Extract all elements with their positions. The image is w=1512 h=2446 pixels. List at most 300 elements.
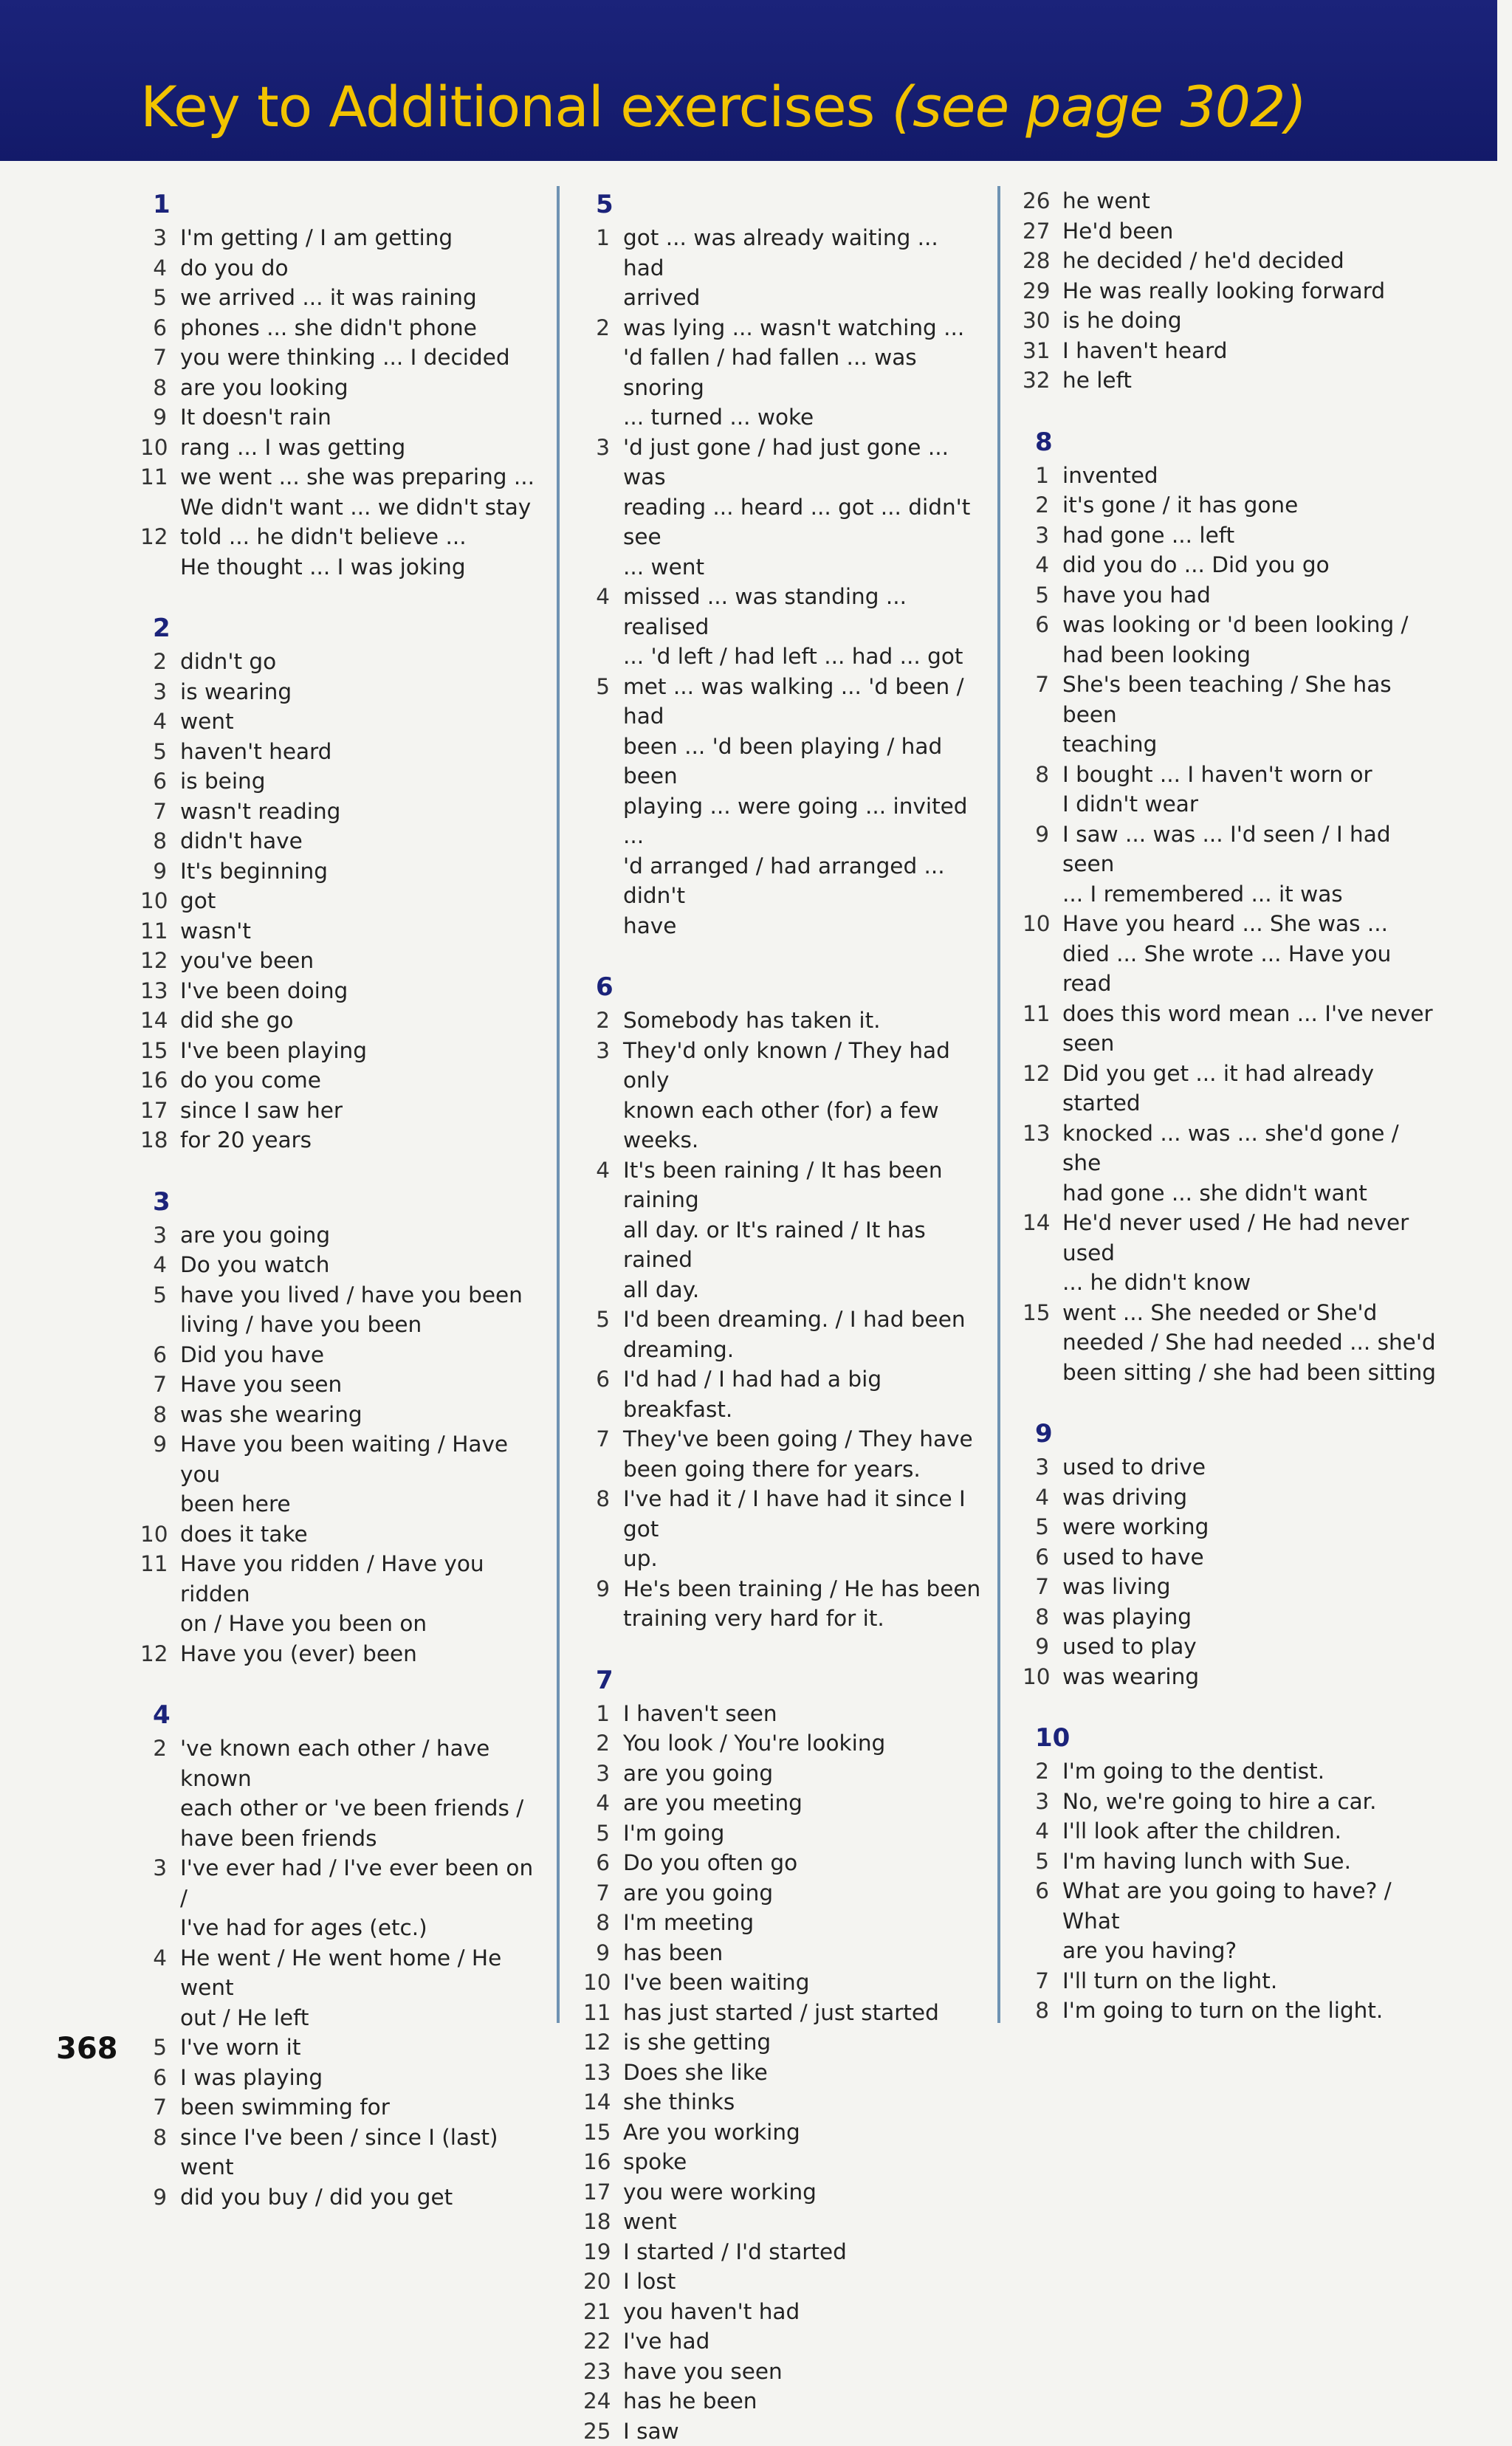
answer-item (1023, 365, 1436, 396)
answer-text (1062, 1816, 1436, 1846)
answer-line: haven't heard (180, 737, 539, 767)
answer-line: wasn't (180, 916, 539, 947)
answer-number: 11 (140, 916, 167, 947)
answer-item (583, 1305, 982, 1364)
answer-number: 2 (583, 1728, 610, 1759)
answer-line: What are you going to have? / What (1062, 1876, 1436, 1936)
answer-text (1062, 1542, 1436, 1573)
page-title (140, 74, 1306, 140)
answer-text (1062, 1208, 1436, 1298)
answer-item (140, 1370, 539, 1400)
answer-item (583, 1424, 982, 1484)
answer-text (180, 766, 539, 797)
answer-item (583, 2326, 982, 2357)
answer-item (583, 2207, 982, 2237)
answer-item (140, 826, 539, 856)
exercise-section (140, 186, 539, 582)
answer-line: we went ... she was preparing ... (180, 462, 539, 492)
answer-line: spoke (623, 2147, 982, 2177)
answer-text (623, 2117, 982, 2148)
answer-number: 3 (583, 1036, 610, 1155)
answer-line: he decided / he'd decided (1062, 246, 1436, 276)
answer-item (140, 402, 539, 433)
answer-line: ... he didn't know (1062, 1268, 1436, 1298)
answer-item (583, 1998, 982, 2028)
answer-line: dreaming. (623, 1335, 982, 1365)
answer-text (180, 1519, 539, 1550)
answer-number: 6 (140, 313, 167, 343)
answer-line: ... I remembered ... it was (1062, 879, 1436, 910)
answer-number: 14 (1023, 1208, 1049, 1298)
answer-item (583, 2416, 982, 2446)
answer-item (1023, 1512, 1436, 1542)
answer-text (1062, 1966, 1436, 1996)
answer-text (623, 2416, 982, 2446)
answer-line: invented (1062, 461, 1436, 491)
answer-number: 14 (583, 2087, 610, 2117)
answer-item (583, 2027, 982, 2058)
answer-number: 15 (1023, 1298, 1049, 1388)
answer-line: he went (1062, 186, 1436, 216)
answer-item (140, 1036, 539, 1066)
answer-number: 9 (583, 1938, 610, 1968)
answer-text (1062, 490, 1436, 521)
column-divider (997, 186, 1000, 2023)
answer-item (140, 1429, 539, 1519)
answer-line: was she wearing (180, 1400, 539, 1430)
answer-line: Have you ridden / Have you ridden (180, 1549, 539, 1609)
answer-text (180, 856, 539, 887)
answer-text (623, 1036, 982, 1155)
answer-text (1062, 1512, 1436, 1542)
answer-line: training very hard for it. (623, 1604, 982, 1634)
answer-text (180, 1639, 539, 1669)
answer-text (180, 223, 539, 253)
section-gap (1023, 396, 1436, 424)
answer-item (140, 1125, 539, 1155)
section-gap (1023, 1691, 1436, 1720)
answer-text (623, 2177, 982, 2208)
answer-line: been swimming for (180, 2092, 539, 2123)
answer-text (180, 1096, 539, 1126)
answer-number: 5 (1023, 1512, 1049, 1542)
answer-line: each other or 've been friends / (180, 1793, 539, 1824)
answer-item (1023, 580, 1436, 611)
answer-line: ... 'd left / had left ... had ... got (623, 642, 982, 672)
answer-text (623, 1574, 982, 1634)
answer-line: does this word mean ... I've never (1062, 999, 1436, 1029)
answer-number: 10 (140, 433, 167, 463)
answer-line: have you had (1062, 580, 1436, 611)
answer-item (1023, 1816, 1436, 1846)
answer-text (623, 1788, 982, 1818)
answer-number: 29 (1023, 276, 1049, 306)
answer-line: He'd been (1062, 216, 1436, 247)
answer-line: I've been playing (180, 1036, 539, 1066)
answer-line: They'd only known / They had only (623, 1036, 982, 1096)
answer-line: been here (180, 1489, 539, 1519)
answer-line: Somebody has taken it. (623, 1006, 982, 1036)
answer-line: since I saw her (180, 1096, 539, 1126)
answer-line: he left (1062, 365, 1436, 396)
section-gap (140, 1155, 539, 1184)
answer-text (623, 1728, 982, 1759)
exercise-number: 8 (1023, 424, 1436, 461)
answer-line: knocked ... was ... she'd gone / she (1062, 1119, 1436, 1178)
answer-line: I've been doing (180, 976, 539, 1006)
answer-number: 4 (140, 1943, 167, 2033)
answer-text (623, 2027, 982, 2058)
answer-number: 8 (1023, 1996, 1049, 2026)
answer-line: for 20 years (180, 1125, 539, 1155)
answer-line: rang ... I was getting (180, 433, 539, 463)
answer-item (583, 1818, 982, 1849)
answer-text (623, 1759, 982, 1789)
answer-number: 3 (140, 1853, 167, 1943)
answer-item (1023, 1298, 1436, 1388)
answer-text (623, 1968, 982, 1998)
answer-line: is she getting (623, 2027, 982, 2058)
answer-line: are you going (180, 1220, 539, 1251)
answer-item (583, 2177, 982, 2208)
answer-number: 28 (1023, 246, 1049, 276)
answer-number: 31 (1023, 336, 1049, 366)
answer-number: 3 (1023, 1452, 1049, 1483)
answer-item (583, 2058, 982, 2088)
answer-item (140, 253, 539, 284)
answer-line: playing ... were going ... invited ... (623, 791, 982, 851)
answer-line: was lying ... wasn't watching ... (623, 313, 982, 343)
answer-text (180, 522, 539, 582)
answer-text (623, 1424, 982, 1484)
answer-line: 'd arranged / had arranged ... didn't (623, 851, 982, 911)
answer-line: does it take (180, 1519, 539, 1550)
answer-item (140, 976, 539, 1006)
answer-item (583, 1699, 982, 1729)
answer-text (180, 402, 539, 433)
answer-line: I've ever had / I've ever been on / (180, 1853, 539, 1913)
answer-item (140, 766, 539, 797)
answer-number: 3 (583, 1759, 610, 1789)
answer-line: she thinks (623, 2087, 982, 2117)
exercise-number: 7 (583, 1662, 982, 1699)
answer-number: 26 (1023, 186, 1049, 216)
answer-line: I haven't seen (623, 1699, 982, 1729)
page-number: 368 (56, 2032, 118, 2066)
answer-number: 7 (1023, 1966, 1049, 1996)
answer-line: missed ... was standing ... realised (623, 582, 982, 642)
answer-line: has he been (623, 2386, 982, 2416)
answer-line: He thought ... I was joking (180, 552, 539, 583)
answer-line: went (623, 2207, 982, 2237)
answer-number: 11 (1023, 999, 1049, 1059)
answer-text (180, 462, 539, 522)
section-gap (583, 941, 982, 969)
answer-text (623, 582, 982, 672)
answer-number: 9 (140, 2182, 167, 2213)
exercise-number: 1 (140, 186, 539, 223)
answer-line: out / He left (180, 2003, 539, 2033)
answer-item (1023, 216, 1436, 247)
answer-line: you were thinking ... I decided (180, 343, 539, 373)
answer-line: was living (1062, 1572, 1436, 1602)
answer-text (623, 1998, 982, 2028)
answer-line: I was playing (180, 2063, 539, 2093)
answer-line: ... turned ... woke (623, 402, 982, 433)
answer-item (583, 1908, 982, 1938)
exercise-number: 10 (1023, 1720, 1436, 1756)
answer-number: 13 (583, 2058, 610, 2088)
answer-number: 12 (140, 946, 167, 976)
answer-item (140, 313, 539, 343)
answer-number: 8 (140, 826, 167, 856)
answer-number: 11 (140, 1549, 167, 1639)
answer-item (583, 1574, 982, 1634)
exercise-section (140, 1184, 539, 1669)
answer-item (1023, 1632, 1436, 1662)
answer-text (623, 2267, 982, 2297)
answer-line: are you meeting (623, 1788, 982, 1818)
answer-item (140, 462, 539, 522)
answer-line: Have you (ever) been (180, 1639, 539, 1669)
answer-text (1062, 760, 1436, 820)
title-main: Key to Additional exercises (140, 74, 874, 140)
answer-text (1062, 1602, 1436, 1632)
answer-text (180, 373, 539, 403)
answer-number: 7 (1023, 670, 1049, 760)
answer-number: 18 (140, 1125, 167, 1155)
answer-number: 10 (1023, 1662, 1049, 1692)
answer-number: 21 (583, 2297, 610, 2327)
answer-number: 7 (140, 2092, 167, 2123)
answer-text (180, 976, 539, 1006)
answer-item (1023, 1602, 1436, 1632)
answer-line: got (180, 886, 539, 916)
answer-text (180, 1549, 539, 1639)
answer-text (180, 2033, 539, 2063)
answer-line: been sitting / she had been sitting (1062, 1358, 1436, 1388)
answer-text (1062, 1119, 1436, 1209)
answer-number: 4 (583, 1788, 610, 1818)
answer-number: 9 (140, 1429, 167, 1519)
answer-number: 12 (140, 522, 167, 582)
answer-number: 4 (583, 582, 610, 672)
answer-item (1023, 610, 1436, 670)
exercise-section (1023, 424, 1436, 1388)
answer-number: 5 (1023, 1846, 1049, 1877)
answer-line: He'd never used / He had never used (1062, 1208, 1436, 1268)
answer-number: 4 (1023, 1483, 1049, 1513)
answer-text (623, 2386, 982, 2416)
exercise-number: 9 (1023, 1415, 1436, 1452)
answer-number: 7 (583, 1878, 610, 1909)
answer-line: I've had (623, 2326, 982, 2357)
answer-text (1062, 186, 1436, 216)
answer-number: 25 (583, 2416, 610, 2446)
answer-text (180, 677, 539, 707)
answer-item (1023, 760, 1436, 820)
answer-line: are you having? (1062, 1936, 1436, 1966)
answer-line: Did you have (180, 1340, 539, 1370)
exercise-section (1023, 1720, 1436, 2026)
answer-text (1062, 610, 1436, 670)
answer-text (180, 826, 539, 856)
answer-text (180, 253, 539, 284)
answer-text (180, 283, 539, 313)
answer-text (1062, 1298, 1436, 1388)
answer-text (180, 916, 539, 947)
answer-number: 10 (140, 1519, 167, 1550)
answer-number: 16 (583, 2147, 610, 2177)
answer-text (1062, 521, 1436, 551)
answer-line: been going there for years. (623, 1454, 982, 1485)
answer-number: 12 (583, 2027, 610, 2058)
answer-text (180, 1734, 539, 1853)
answer-text (1062, 216, 1436, 247)
answer-line: Did you get ... it had already started (1062, 1059, 1436, 1119)
answer-item (140, 1006, 539, 1036)
answer-number: 4 (1023, 1816, 1049, 1846)
answer-line: had been looking (1062, 640, 1436, 670)
answer-number: 27 (1023, 216, 1049, 247)
answer-line: I didn't wear (1062, 789, 1436, 820)
answer-line: had gone ... she didn't want (1062, 1178, 1436, 1209)
answer-line: you've been (180, 946, 539, 976)
answer-line: was playing (1062, 1602, 1436, 1632)
answer-item (1023, 461, 1436, 491)
answer-line: Does she like (623, 2058, 982, 2088)
answer-item (583, 2237, 982, 2267)
answer-number: 15 (583, 2117, 610, 2148)
answer-item (1023, 1483, 1436, 1513)
answer-number: 8 (1023, 1602, 1049, 1632)
answer-item (1023, 336, 1436, 366)
answer-line: seen (1062, 1028, 1436, 1059)
answer-number: 16 (140, 1065, 167, 1096)
answer-text (1062, 1756, 1436, 1787)
answer-line: reading ... heard ... got ... didn't see (623, 492, 982, 552)
answer-line: I saw ... was ... I'd seen / I had seen (1062, 820, 1436, 879)
answer-item (140, 373, 539, 403)
answer-text (180, 886, 539, 916)
answer-item (583, 582, 982, 672)
header-banner (0, 0, 1497, 161)
answer-line: have you seen (623, 2357, 982, 2387)
answer-line: It's been raining / It has been raining (623, 1155, 982, 1215)
answer-item (583, 1848, 982, 1878)
section-gap (1023, 1387, 1436, 1415)
title-page-reference: (see page 302) (892, 74, 1307, 140)
answer-text (1062, 580, 1436, 611)
answer-text (623, 2087, 982, 2117)
answer-item (140, 1220, 539, 1251)
answer-text (180, 1006, 539, 1036)
answer-text (180, 2092, 539, 2123)
answer-number: 15 (140, 1036, 167, 1066)
answer-item (583, 1788, 982, 1818)
answer-text (1062, 1996, 1436, 2026)
answer-line: it's gone / it has gone (1062, 490, 1436, 521)
exercise-number: 3 (140, 1184, 539, 1220)
answer-line: is wearing (180, 677, 539, 707)
answer-line: do you come (180, 1065, 539, 1096)
answer-number: 3 (140, 1220, 167, 1251)
answer-line: has just started / just started (623, 1998, 982, 2028)
answer-line: It's beginning (180, 856, 539, 887)
answer-text (1062, 1787, 1436, 1817)
answer-line: we arrived ... it was raining (180, 283, 539, 313)
answer-item (140, 1065, 539, 1096)
answer-line: up. (623, 1544, 982, 1574)
answer-item (140, 2033, 539, 2063)
answer-text (180, 946, 539, 976)
answer-item (140, 283, 539, 313)
answer-text (623, 1848, 982, 1878)
exercise-number: 6 (583, 969, 982, 1006)
answer-item (140, 223, 539, 253)
answer-text (180, 737, 539, 767)
answer-text (180, 1340, 539, 1370)
answer-line: Have you been waiting / Have you (180, 1429, 539, 1489)
answer-line: known each other (for) a few (623, 1096, 982, 1126)
answer-number: 3 (1023, 521, 1049, 551)
answer-line: was looking or 'd been looking / (1062, 610, 1436, 640)
answer-line: No, we're going to hire a car. (1062, 1787, 1436, 1817)
answer-number: 24 (583, 2386, 610, 2416)
answer-number: 2 (1023, 490, 1049, 521)
answer-line: She's been teaching / She has been (1062, 670, 1436, 729)
answer-line: got ... was already waiting ... had (623, 223, 982, 283)
answer-text (180, 647, 539, 677)
answer-line: have (623, 911, 982, 941)
answer-number: 2 (583, 1006, 610, 1036)
answer-number: 3 (583, 433, 610, 583)
answer-line: Have you heard ... She was ... (1062, 909, 1436, 939)
answer-text (1062, 1059, 1436, 1119)
answer-number: 12 (1023, 1059, 1049, 1119)
answer-item (583, 1484, 982, 1574)
answer-text (623, 1484, 982, 1574)
answer-line: did she go (180, 1006, 539, 1036)
answer-text (623, 313, 982, 433)
answer-text (623, 2297, 982, 2327)
answer-text (623, 672, 982, 941)
answer-item (1023, 1208, 1436, 1298)
answer-text (1062, 336, 1436, 366)
answer-line: I haven't heard (1062, 336, 1436, 366)
answer-number: 5 (140, 1280, 167, 1340)
answer-text (1062, 909, 1436, 999)
answer-number: 30 (1023, 306, 1049, 336)
answer-item (1023, 1756, 1436, 1787)
answer-item (140, 1400, 539, 1430)
answer-item (1023, 999, 1436, 1059)
answer-text (623, 1155, 982, 1305)
answer-item (140, 1853, 539, 1943)
answer-line: Have you seen (180, 1370, 539, 1400)
answer-text (180, 1370, 539, 1400)
answer-number: 7 (1023, 1572, 1049, 1602)
answer-text (623, 433, 982, 583)
answer-number: 7 (583, 1424, 610, 1484)
answer-item (140, 1549, 539, 1639)
answer-text (623, 1364, 982, 1424)
answer-item (583, 1968, 982, 1998)
answer-line: has been (623, 1938, 982, 1968)
answer-text (180, 2063, 539, 2093)
exercise-section (583, 1662, 982, 2446)
answer-item (583, 1155, 982, 1305)
